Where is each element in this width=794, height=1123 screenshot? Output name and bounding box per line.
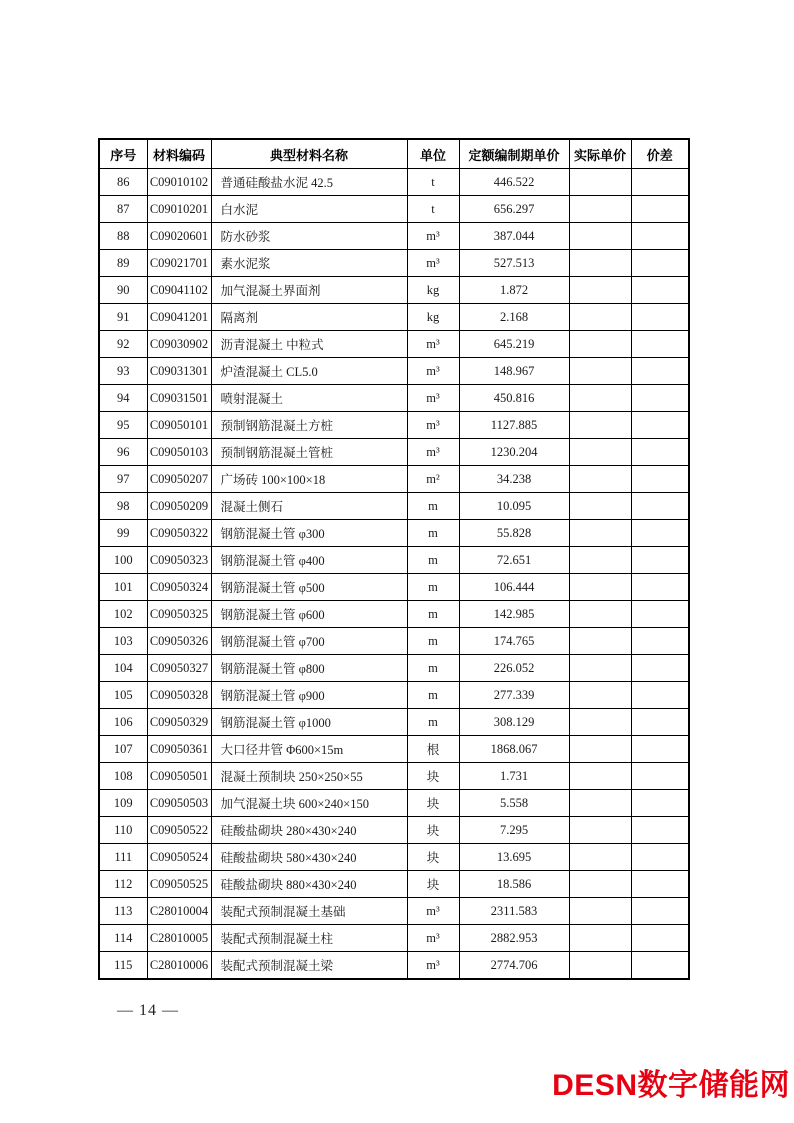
cell-code: C09010201: [147, 196, 211, 223]
cell-actual: [569, 574, 631, 601]
cell-seq: 94: [99, 385, 147, 412]
cell-unit: 块: [407, 871, 459, 898]
cell-diff: [631, 385, 689, 412]
cell-name: 预制钢筋混凝土管桩: [211, 439, 407, 466]
cell-actual: [569, 439, 631, 466]
cell-price: 148.967: [459, 358, 569, 385]
cell-seq: 109: [99, 790, 147, 817]
cell-unit: m: [407, 574, 459, 601]
cell-unit: m³: [407, 385, 459, 412]
table-row: [99, 385, 689, 412]
cell-price: 1127.885: [459, 412, 569, 439]
column-header-seq: 序号: [99, 139, 147, 169]
cell-unit: m: [407, 601, 459, 628]
cell-diff: [631, 358, 689, 385]
table-row: [99, 628, 689, 655]
cell-code: C09050525: [147, 871, 211, 898]
cell-price: 1230.204: [459, 439, 569, 466]
cell-name: 混凝土侧石: [211, 493, 407, 520]
cell-name: 混凝土预制块 250×250×55: [211, 763, 407, 790]
cell-name: 隔离剂: [211, 304, 407, 331]
cell-unit: m³: [407, 223, 459, 250]
cell-seq: 106: [99, 709, 147, 736]
cell-name: 素水泥浆: [211, 250, 407, 277]
cell-seq: 98: [99, 493, 147, 520]
column-header-name: 典型材料名称: [211, 139, 407, 169]
cell-actual: [569, 466, 631, 493]
table-row: [99, 466, 689, 493]
watermark-cjk-text: 数字储能网: [637, 1069, 790, 1102]
table-row: [99, 817, 689, 844]
cell-price: 13.695: [459, 844, 569, 871]
cell-code: C09050207: [147, 466, 211, 493]
cell-seq: 90: [99, 277, 147, 304]
cell-name: 钢筋混凝土管 φ400: [211, 547, 407, 574]
table-row: [99, 250, 689, 277]
cell-name: 钢筋混凝土管 φ700: [211, 628, 407, 655]
cell-actual: [569, 223, 631, 250]
cell-code: C09050103: [147, 439, 211, 466]
cell-code: C09050326: [147, 628, 211, 655]
cell-code: C09050503: [147, 790, 211, 817]
cell-price: 387.044: [459, 223, 569, 250]
cell-diff: [631, 925, 689, 952]
table-row: [99, 844, 689, 871]
table-row: [99, 412, 689, 439]
table-row: [99, 493, 689, 520]
cell-price: 142.985: [459, 601, 569, 628]
cell-code: C09050501: [147, 763, 211, 790]
cell-diff: [631, 709, 689, 736]
cell-code: C09050522: [147, 817, 211, 844]
cell-actual: [569, 493, 631, 520]
cell-diff: [631, 655, 689, 682]
cell-seq: 100: [99, 547, 147, 574]
cell-seq: 111: [99, 844, 147, 871]
cell-price: 55.828: [459, 520, 569, 547]
table-body: [99, 169, 689, 980]
cell-diff: [631, 439, 689, 466]
cell-actual: [569, 790, 631, 817]
cell-price: 2.168: [459, 304, 569, 331]
cell-code: C09050324: [147, 574, 211, 601]
cell-code: C09050327: [147, 655, 211, 682]
cell-code: C09010102: [147, 169, 211, 196]
cell-name: 沥青混凝土 中粒式: [211, 331, 407, 358]
table-row: [99, 520, 689, 547]
cell-seq: 88: [99, 223, 147, 250]
cell-unit: m³: [407, 412, 459, 439]
cell-unit: m³: [407, 331, 459, 358]
cell-unit: m²: [407, 466, 459, 493]
material-price-table: [98, 138, 690, 980]
cell-actual: [569, 844, 631, 871]
cell-actual: [569, 277, 631, 304]
cell-actual: [569, 655, 631, 682]
cell-seq: 110: [99, 817, 147, 844]
cell-actual: [569, 304, 631, 331]
table-row: [99, 871, 689, 898]
cell-actual: [569, 952, 631, 980]
table-row: [99, 331, 689, 358]
table-row: [99, 547, 689, 574]
cell-diff: [631, 520, 689, 547]
cell-diff: [631, 871, 689, 898]
cell-code: C28010006: [147, 952, 211, 980]
cell-seq: 102: [99, 601, 147, 628]
cell-actual: [569, 628, 631, 655]
cell-name: 硅酸盐砌块 280×430×240: [211, 817, 407, 844]
cell-seq: 89: [99, 250, 147, 277]
table-row: [99, 196, 689, 223]
cell-price: 450.816: [459, 385, 569, 412]
column-header-actual: 实际单价: [569, 139, 631, 169]
cell-seq: 113: [99, 898, 147, 925]
cell-name: 硅酸盐砌块 880×430×240: [211, 871, 407, 898]
cell-unit: 根: [407, 736, 459, 763]
cell-seq: 95: [99, 412, 147, 439]
cell-seq: 97: [99, 466, 147, 493]
cell-diff: [631, 844, 689, 871]
cell-actual: [569, 763, 631, 790]
cell-price: 34.238: [459, 466, 569, 493]
table-row: [99, 304, 689, 331]
cell-name: 硅酸盐砌块 580×430×240: [211, 844, 407, 871]
table-row: [99, 736, 689, 763]
table-header-row: [99, 139, 689, 169]
table-row: [99, 223, 689, 250]
cell-price: 5.558: [459, 790, 569, 817]
cell-unit: m: [407, 682, 459, 709]
cell-name: 炉渣混凝土 CL5.0: [211, 358, 407, 385]
cell-diff: [631, 790, 689, 817]
cell-unit: 块: [407, 790, 459, 817]
cell-price: 1868.067: [459, 736, 569, 763]
cell-diff: [631, 952, 689, 980]
cell-code: C09050323: [147, 547, 211, 574]
cell-seq: 103: [99, 628, 147, 655]
table-row: [99, 682, 689, 709]
cell-diff: [631, 682, 689, 709]
cell-unit: m: [407, 520, 459, 547]
cell-code: C09031501: [147, 385, 211, 412]
cell-code: C09031301: [147, 358, 211, 385]
cell-price: 527.513: [459, 250, 569, 277]
cell-diff: [631, 250, 689, 277]
cell-diff: [631, 628, 689, 655]
cell-diff: [631, 574, 689, 601]
cell-actual: [569, 601, 631, 628]
cell-unit: m: [407, 547, 459, 574]
cell-diff: [631, 277, 689, 304]
cell-code: C09050361: [147, 736, 211, 763]
cell-unit: m³: [407, 250, 459, 277]
cell-price: 106.444: [459, 574, 569, 601]
cell-diff: [631, 169, 689, 196]
cell-name: 装配式预制混凝土梁: [211, 952, 407, 980]
cell-price: 656.297: [459, 196, 569, 223]
cell-price: 10.095: [459, 493, 569, 520]
watermark-latin-text: DESN: [552, 1069, 638, 1102]
cell-price: 7.295: [459, 817, 569, 844]
table-row: [99, 925, 689, 952]
cell-code: C09050325: [147, 601, 211, 628]
cell-price: 174.765: [459, 628, 569, 655]
cell-price: 645.219: [459, 331, 569, 358]
cell-unit: 块: [407, 844, 459, 871]
table-row: [99, 952, 689, 980]
cell-diff: [631, 466, 689, 493]
table-row: [99, 277, 689, 304]
table-row: [99, 358, 689, 385]
cell-seq: 99: [99, 520, 147, 547]
table-row: [99, 790, 689, 817]
table-row: [99, 601, 689, 628]
cell-seq: 107: [99, 736, 147, 763]
cell-name: 钢筋混凝土管 φ600: [211, 601, 407, 628]
cell-diff: [631, 412, 689, 439]
cell-actual: [569, 898, 631, 925]
column-header-unit: 单位: [407, 139, 459, 169]
cell-code: C09050524: [147, 844, 211, 871]
cell-price: 72.651: [459, 547, 569, 574]
cell-name: 防水砂浆: [211, 223, 407, 250]
cell-actual: [569, 250, 631, 277]
page-number: — 14 —: [117, 1002, 179, 1019]
cell-unit: m: [407, 655, 459, 682]
cell-actual: [569, 547, 631, 574]
cell-actual: [569, 412, 631, 439]
watermark-logo: [552, 1068, 790, 1104]
cell-actual: [569, 196, 631, 223]
table-row: [99, 709, 689, 736]
cell-actual: [569, 925, 631, 952]
cell-unit: m: [407, 628, 459, 655]
cell-code: C09050322: [147, 520, 211, 547]
cell-name: 喷射混凝土: [211, 385, 407, 412]
cell-seq: 105: [99, 682, 147, 709]
cell-name: 装配式预制混凝土基础: [211, 898, 407, 925]
cell-code: C09020601: [147, 223, 211, 250]
cell-name: 钢筋混凝土管 φ1000: [211, 709, 407, 736]
cell-unit: kg: [407, 304, 459, 331]
cell-code: C09050329: [147, 709, 211, 736]
cell-diff: [631, 331, 689, 358]
cell-diff: [631, 196, 689, 223]
cell-actual: [569, 520, 631, 547]
cell-code: C09050101: [147, 412, 211, 439]
cell-unit: m: [407, 709, 459, 736]
cell-price: 308.129: [459, 709, 569, 736]
cell-name: 钢筋混凝土管 φ300: [211, 520, 407, 547]
cell-code: C28010005: [147, 925, 211, 952]
cell-name: 普通硅酸盐水泥 42.5: [211, 169, 407, 196]
cell-diff: [631, 547, 689, 574]
cell-name: 白水泥: [211, 196, 407, 223]
cell-code: C28010004: [147, 898, 211, 925]
cell-unit: m³: [407, 925, 459, 952]
cell-actual: [569, 817, 631, 844]
cell-unit: 块: [407, 763, 459, 790]
cell-actual: [569, 169, 631, 196]
cell-unit: t: [407, 196, 459, 223]
table-row: [99, 898, 689, 925]
cell-name: 广场砖 100×100×18: [211, 466, 407, 493]
column-header-diff: 价差: [631, 139, 689, 169]
cell-unit: 块: [407, 817, 459, 844]
cell-price: 277.339: [459, 682, 569, 709]
cell-actual: [569, 385, 631, 412]
cell-name: 钢筋混凝土管 φ900: [211, 682, 407, 709]
cell-actual: [569, 331, 631, 358]
cell-diff: [631, 493, 689, 520]
cell-seq: 114: [99, 925, 147, 952]
cell-price: 18.586: [459, 871, 569, 898]
cell-unit: m: [407, 493, 459, 520]
cell-seq: 93: [99, 358, 147, 385]
cell-code: C09041102: [147, 277, 211, 304]
cell-name: 预制钢筋混凝土方桩: [211, 412, 407, 439]
cell-seq: 86: [99, 169, 147, 196]
cell-code: C09041201: [147, 304, 211, 331]
table-row: [99, 439, 689, 466]
cell-seq: 92: [99, 331, 147, 358]
cell-actual: [569, 682, 631, 709]
cell-unit: m³: [407, 358, 459, 385]
column-header-price: 定额编制期单价: [459, 139, 569, 169]
column-header-code: 材料编码: [147, 139, 211, 169]
cell-diff: [631, 223, 689, 250]
table-row: [99, 169, 689, 196]
table-row: [99, 763, 689, 790]
cell-unit: m³: [407, 439, 459, 466]
cell-seq: 101: [99, 574, 147, 601]
cell-price: 226.052: [459, 655, 569, 682]
cell-unit: m³: [407, 952, 459, 980]
cell-price: 1.731: [459, 763, 569, 790]
cell-name: 钢筋混凝土管 φ800: [211, 655, 407, 682]
cell-seq: 96: [99, 439, 147, 466]
cell-diff: [631, 817, 689, 844]
cell-diff: [631, 601, 689, 628]
cell-unit: m³: [407, 898, 459, 925]
cell-name: 装配式预制混凝土柱: [211, 925, 407, 952]
cell-code: C09030902: [147, 331, 211, 358]
cell-price: 2774.706: [459, 952, 569, 980]
cell-seq: 112: [99, 871, 147, 898]
cell-seq: 87: [99, 196, 147, 223]
cell-actual: [569, 709, 631, 736]
cell-actual: [569, 736, 631, 763]
cell-seq: 91: [99, 304, 147, 331]
cell-actual: [569, 358, 631, 385]
cell-diff: [631, 736, 689, 763]
table-row: [99, 655, 689, 682]
cell-code: C09050209: [147, 493, 211, 520]
cell-price: 446.522: [459, 169, 569, 196]
cell-name: 钢筋混凝土管 φ500: [211, 574, 407, 601]
cell-code: C09050328: [147, 682, 211, 709]
cell-price: 2311.583: [459, 898, 569, 925]
cell-diff: [631, 304, 689, 331]
cell-name: 大口径井管 Φ600×15m: [211, 736, 407, 763]
cell-price: 2882.953: [459, 925, 569, 952]
cell-diff: [631, 763, 689, 790]
table-header: [99, 139, 689, 169]
cell-seq: 108: [99, 763, 147, 790]
cell-name: 加气混凝土块 600×240×150: [211, 790, 407, 817]
cell-name: 加气混凝土界面剂: [211, 277, 407, 304]
cell-price: 1.872: [459, 277, 569, 304]
cell-diff: [631, 898, 689, 925]
cell-seq: 115: [99, 952, 147, 980]
cell-code: C09021701: [147, 250, 211, 277]
cell-seq: 104: [99, 655, 147, 682]
cell-unit: kg: [407, 277, 459, 304]
table-row: [99, 574, 689, 601]
cell-actual: [569, 871, 631, 898]
cell-unit: t: [407, 169, 459, 196]
